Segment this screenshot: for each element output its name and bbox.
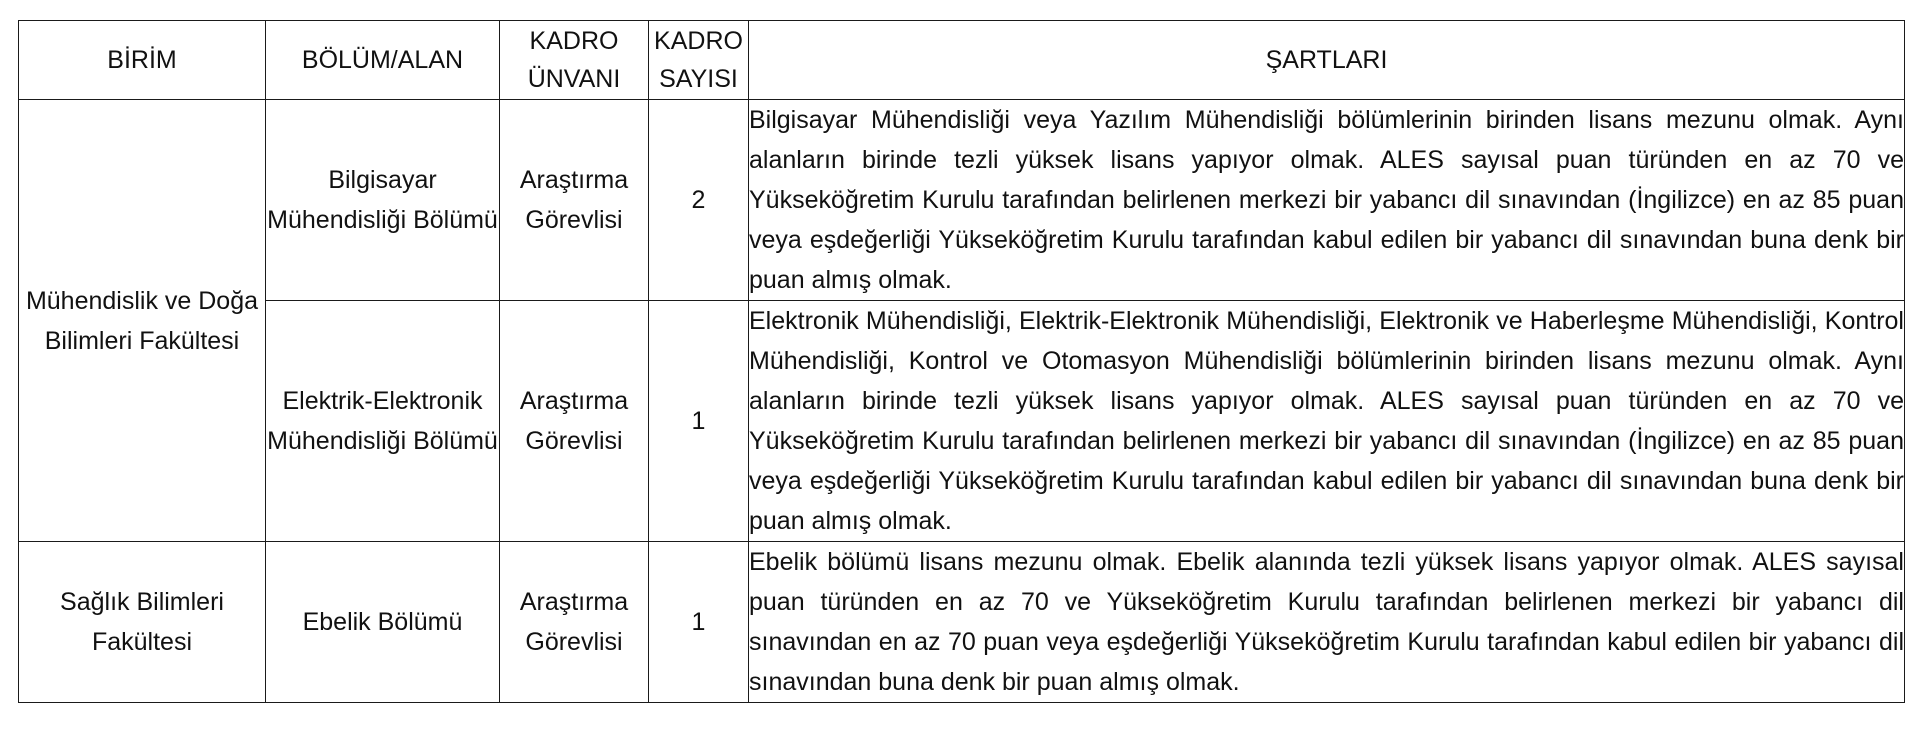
- sartlar-text: Bilgisayar Mühendisliği veya Yazılım Mühendisliği bölümlerinin birinden lisans mezunu olmak. Aynı alanların birinde tezli yüksek lisans yapıyor olmak. ALES sayısal puan türünden en az 70 ve Yükseköğretim Kurulu tarafından belirlenen merkezi bir yabancı dil sınavından (İngilizce) en az 85 puan veya eşdeğerliği Yükseköğretim Kurulu tarafından kabul edilen bir yabancı dil sınavından buna denk bir puan almış olmak.: [749, 106, 1904, 294]
- header-bolum-label: BÖLÜM/ALAN: [301, 46, 464, 74]
- header-kadro-sayisi: [649, 21, 749, 100]
- header-birim-label: BİRİM: [107, 46, 177, 74]
- sayi-value: 1: [691, 407, 706, 435]
- table-row: [19, 301, 1905, 542]
- header-unvan-line2: ÜNVANI: [527, 65, 621, 93]
- sartlar-text: Elektronik Mühendisliği, Elektrik-Elektronik Mühendisliği, Elektronik ve Haberleşme Mühendisliği, Kontrol Mühendisliği, Kontrol ve Otomasyon Mühendisliği bölümlerinin birinden lisans mezunu olmak. Aynı alanların birinde tezli yüksek lisans yapıyor olmak. ALES sayısal puan türünden en az 70 ve Yükseköğretim Kurulu tarafından belirlenen merkezi bir yabancı dil sınavından (İngilizce) en az 85 puan veya eşdeğerliği Yükseköğretim Kurulu tarafından kabul edilen bir yabancı dil sınavından buna denk bir puan almış olmak.: [749, 307, 1904, 535]
- birim-label: Mühendislik ve Doğa Bilimleri Fakültesi: [25, 286, 259, 355]
- sartlar-text: Ebelik bölümü lisans mezunu olmak. Ebelik alanında tezli yüksek lisans yapıyor olmak. ALES sayısal puan türünden en az 70 ve Yükseköğretim Kurulu tarafından belirlenen merkezi bir yabancı dil sınavından en az 70 puan veya eşdeğerliği Yükseköğretim Kurulu tarafından kabul edilen bir yabancı dil sınavından buna denk bir puan almış olmak.: [749, 548, 1904, 696]
- header-sayi-line2: SAYISI: [659, 65, 738, 93]
- bolum-label: Elektrik-Elektronik Mühendisliği Bölümü: [267, 387, 498, 455]
- sayi-value: 1: [691, 608, 706, 636]
- header-sartlari-label: ŞARTLARI: [1265, 46, 1388, 74]
- table-row: [19, 100, 1905, 301]
- bolum-label: Ebelik Bölümü: [302, 608, 463, 636]
- birim-cell: [19, 100, 266, 542]
- unvan-label: Araştırma Görevlisi: [519, 387, 629, 455]
- sartlar-cell: [749, 542, 1905, 703]
- bolum-cell: [266, 542, 500, 703]
- header-sayi-line1: KADRO: [654, 27, 743, 55]
- sartlar-cell: [749, 100, 1905, 301]
- sartlar-cell: [749, 301, 1905, 542]
- header-kadro-unvani: [500, 21, 649, 100]
- bolum-cell: [266, 100, 500, 301]
- unvan-label: Araştırma Görevlisi: [519, 166, 629, 234]
- unvan-label: Araştırma Görevlisi: [519, 588, 629, 656]
- header-unvan-line1: KADRO: [529, 27, 619, 55]
- header-bolum-alan: [266, 21, 500, 100]
- table-row: [19, 542, 1905, 703]
- sayi-cell: [649, 100, 749, 301]
- bolum-cell: [266, 301, 500, 542]
- unvan-cell: [500, 542, 649, 703]
- header-sartlari: [749, 21, 1905, 100]
- unvan-cell: [500, 100, 649, 301]
- sayi-value: 2: [691, 186, 706, 214]
- birim-cell: [19, 542, 266, 703]
- header-row: [19, 21, 1905, 100]
- sayi-cell: [649, 301, 749, 542]
- bolum-label: Bilgisayar Mühendisliği Bölümü: [267, 166, 498, 234]
- birim-label: Sağlık Bilimleri Fakültesi: [60, 588, 224, 656]
- kadro-table: [18, 20, 1905, 703]
- unvan-cell: [500, 301, 649, 542]
- header-birim: [19, 21, 266, 100]
- sayi-cell: [649, 542, 749, 703]
